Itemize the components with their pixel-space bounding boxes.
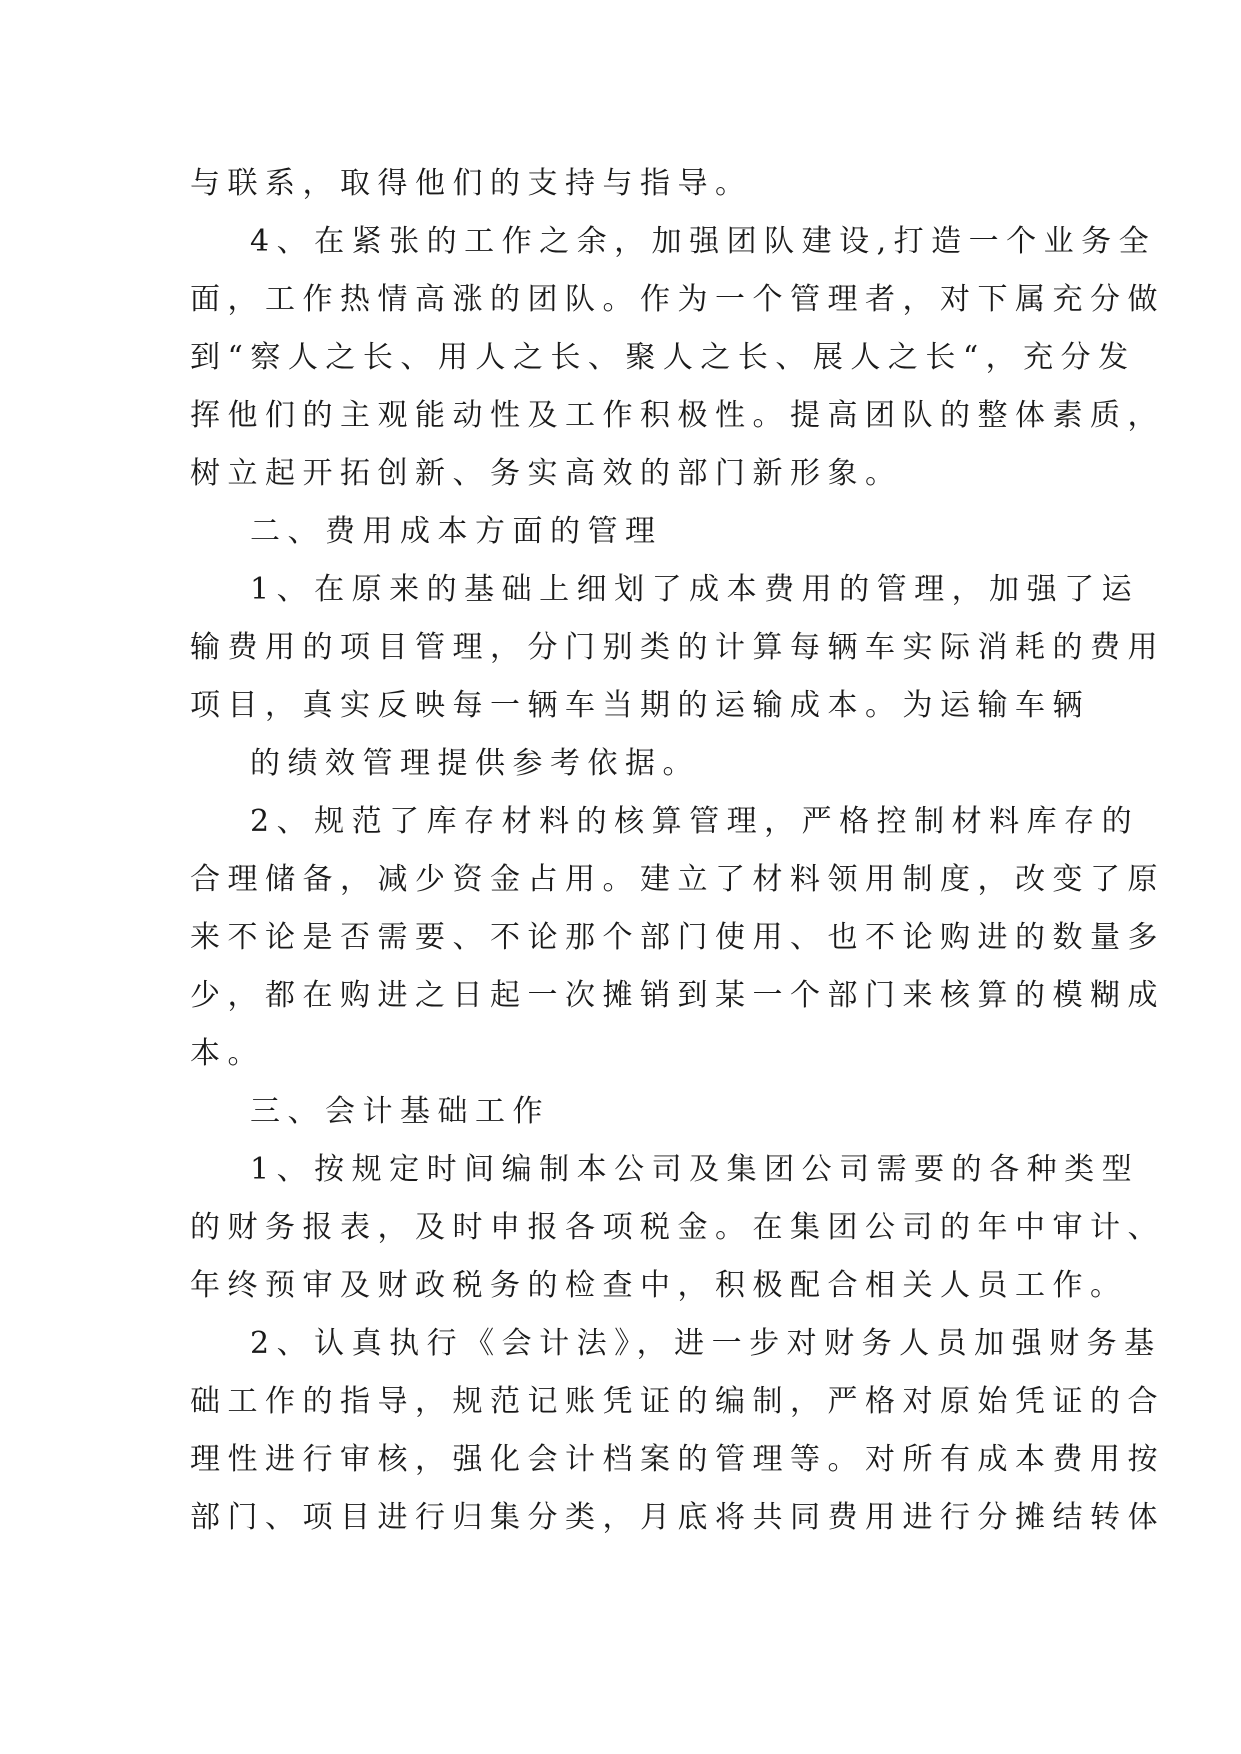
text-line: 项目，真实反映每一辆车当期的运输成本。为运输车辆 (190, 688, 1090, 723)
text-line: 2、认真执行《会计法》，进一步对财务人员加强财务基 (250, 1326, 1162, 1361)
text-line: 树立起开拓创新、务实高效的部门新形象。 (190, 456, 903, 491)
text-line: 来不论是否需要、不论那个部门使用、也不论购进的数量多 (190, 920, 1165, 955)
text-line: 挥他们的主观能动性及工作积极性。提高团队的整体素质， (190, 398, 1165, 433)
text-line: 1、在原来的基础上细划了成本费用的管理，加强了运 (250, 572, 1140, 607)
text-line: 4、在紧张的工作之余，加强团队建设,打造一个业务全 (250, 224, 1157, 259)
text-line: 年终预审及财政税务的检查中，积极配合相关人员工作。 (190, 1268, 1128, 1303)
section-heading: 二、费用成本方面的管理 (250, 514, 663, 549)
section-heading: 三、会计基础工作 (250, 1094, 550, 1129)
text-line: 本。 (190, 1036, 265, 1071)
text-line: 2、规范了库存材料的核算管理，严格控制材料库存的 (250, 804, 1140, 839)
text-line: 的绩效管理提供参考依据。 (250, 746, 700, 781)
text-line: 础工作的指导，规范记账凭证的编制，严格对原始凭证的合 (190, 1384, 1165, 1419)
text-line: 部门、项目进行归集分类，月底将共同费用进行分摊结转体 (190, 1500, 1165, 1535)
text-line: 的财务报表，及时申报各项税金。在集团公司的年中审计、 (190, 1210, 1165, 1245)
text-line: 1、按规定时间编制本公司及集团公司需要的各种类型 (250, 1152, 1140, 1187)
text-line: 合理储备，减少资金占用。建立了材料领用制度，改变了原 (190, 862, 1165, 897)
text-line: 与联系，取得他们的支持与指导。 (190, 166, 753, 201)
text-line: 少，都在购进之日起一次摊销到某一个部门来核算的模糊成 (190, 978, 1165, 1013)
text-line: 面，工作热情高涨的团队。作为一个管理者，对下属充分做 (190, 282, 1165, 317)
text-line: 输费用的项目管理，分门别类的计算每辆车实际消耗的费用 (190, 630, 1165, 665)
text-line: 理性进行审核，强化会计档案的管理等。对所有成本费用按 (190, 1442, 1165, 1477)
text-line: 到“察人之长、用人之长、聚人之长、展人之长“，充分发 (190, 340, 1136, 375)
